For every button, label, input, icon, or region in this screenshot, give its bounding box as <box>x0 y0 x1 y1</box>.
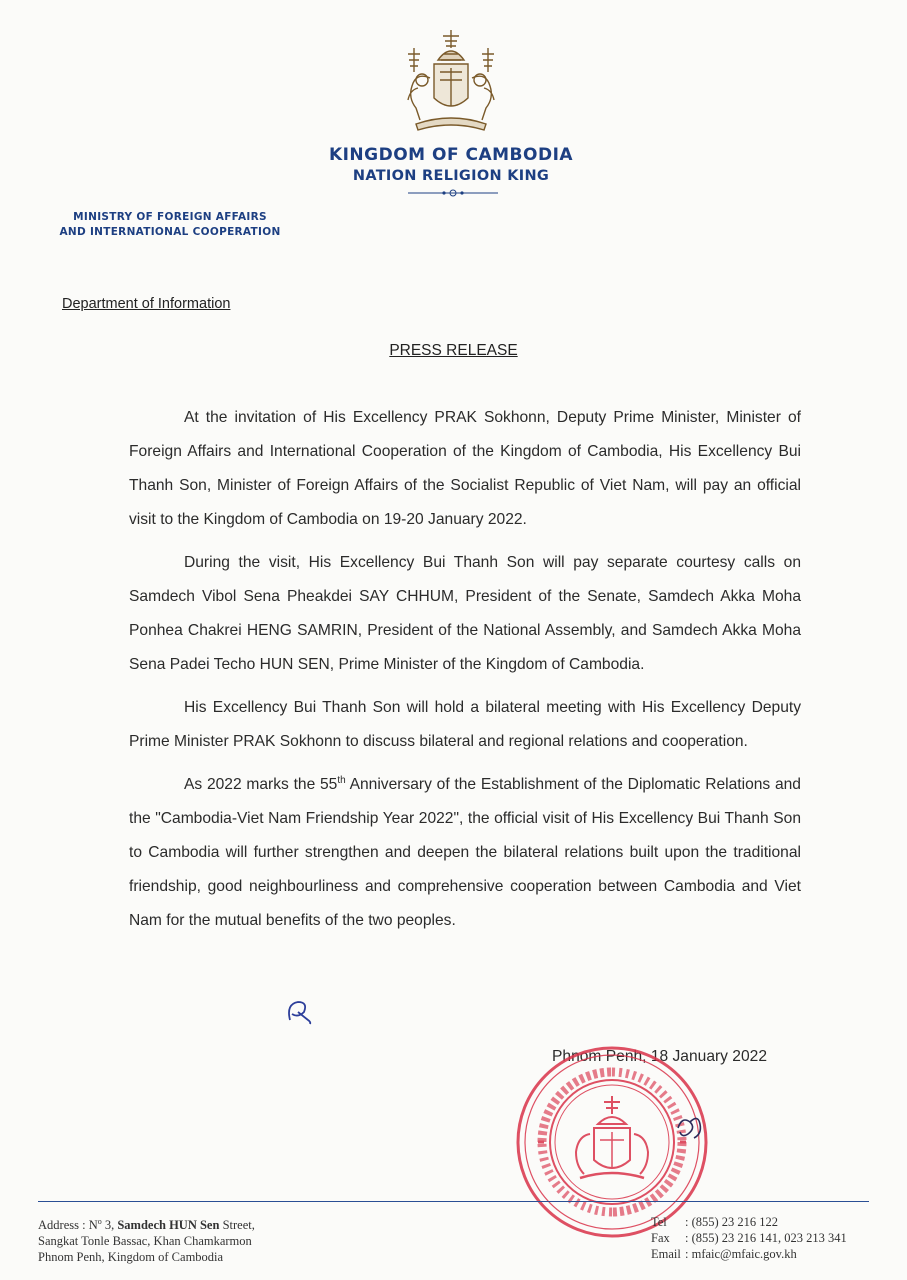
email-label: Email <box>651 1247 681 1261</box>
address-number: 3, <box>101 1218 118 1233</box>
street-suffix: Street, <box>219 1218 255 1233</box>
ministry-line-1: MINISTRY OF FOREIGN AFFAIRS <box>73 211 267 223</box>
paragraph-4-rest: Anniversary of the Establishment of the Diplomatic Relations and the "Cambodia-Viet Nam Friendship Year 2022", the official visit of His Excellency Bui Thanh Son to Cambodia will further strengthen and deepen the bilateral relations built upon the traditional friendship, good neighbourliness and comprehensive cooperation between Cambodia and Viet Nam for the mutual benefits of the two peoples. <box>129 776 801 929</box>
divider-ornament-icon <box>408 188 498 198</box>
address-label: Address : N <box>38 1218 98 1233</box>
email-row <box>651 1246 847 1262</box>
footer-contact <box>651 1214 847 1262</box>
press-release-body <box>129 401 801 947</box>
tel-row <box>651 1214 847 1230</box>
ministry-name <box>40 210 300 240</box>
street-name: Samdech HUN Sen <box>117 1218 220 1233</box>
fax-label: Fax <box>651 1231 670 1245</box>
tel-value: : (855) 23 216 122 <box>685 1215 779 1229</box>
dateline: Phnom Penh, 18 January 2022 <box>552 1048 768 1065</box>
paragraph-1: At the invitation of His Excellency PRAK Sokhonn, Deputy Prime Minister, Minister of Foreign Affairs and International Cooperation of the Kingdom of Cambodia, His Excellency Bui Thanh Son, Minister of Foreign Affairs of the Socialist Republic of Viet Nam, will pay an official visit to the Kingdom of Cambodia on 19-20 January 2022. <box>129 409 801 528</box>
national-motto: NATION RELIGION KING <box>352 168 550 184</box>
paragraph-4-start: As 2022 marks the 55 <box>184 776 338 793</box>
fax-row <box>651 1230 847 1246</box>
ministry-line-2: AND INTERNATIONAL COOPERATION <box>59 226 281 238</box>
paragraph-4 <box>129 768 801 938</box>
number-sign-sup: o <box>97 1217 102 1226</box>
kingdom-name: KINGDOM OF CAMBODIA <box>328 145 574 165</box>
footer-address <box>38 1214 255 1265</box>
paragraph-2: During the visit, His Excellency Bui Thanh Son will pay separate courtesy calls on Samdech Vibol Sena Pheakdei SAY CHHUM, President of the Senate, Samdech Akka Moha Ponhea Chakrei HENG SAMRIN, President of the National Assembly, and Samdech Akka Moha Sena Padei Techo HUN SEN, Prime Minister of the Kingdom of Cambodia. <box>129 554 801 673</box>
signature-mark-icon <box>672 1110 706 1144</box>
document-title: PRESS RELEASE <box>389 342 518 359</box>
address-line-2: Sangkat Tonle Bassac, Khan Chamkarmon <box>38 1234 252 1249</box>
address-line-1 <box>38 1214 255 1233</box>
address-line-3: Phnom Penh, Kingdom of Cambodia <box>38 1250 224 1265</box>
email-value: : mfaic@mfaic.gov.kh <box>685 1247 797 1261</box>
paragraph-3: His Excellency Bui Thanh Son will hold a bilateral meeting with His Excellency Deputy Prime Minister PRAK Sokhonn to discuss bilateral and regional relations and cooperation. <box>129 699 801 750</box>
tel-label: Tel <box>651 1215 667 1229</box>
department-label: Department of Information <box>62 296 231 312</box>
fax-value: : (855) 23 216 141, 023 213 341 <box>685 1231 847 1245</box>
royal-arms-icon <box>396 28 506 136</box>
handwritten-initials-icon <box>284 998 314 1028</box>
ordinal-suffix: th <box>337 774 346 786</box>
kingdom-header <box>260 145 642 184</box>
footer-divider <box>38 1201 869 1202</box>
